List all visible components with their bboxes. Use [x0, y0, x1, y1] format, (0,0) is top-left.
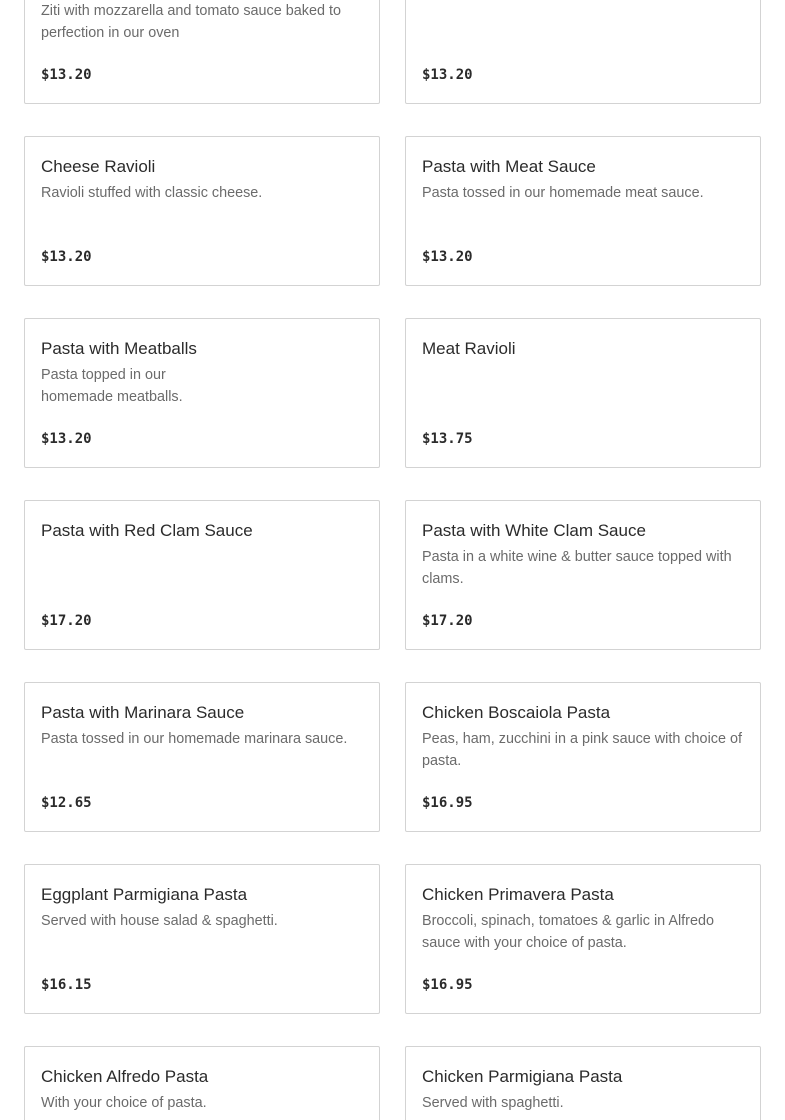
menu-item-card[interactable]: [405, 136, 761, 286]
menu-item-name: Pasta with Meatballs: [41, 339, 197, 358]
menu-item-name: Chicken Primavera Pasta: [422, 885, 614, 904]
menu-item-description: With your choice of pasta.: [41, 1095, 207, 1111]
menu-item-card[interactable]: [405, 500, 761, 650]
menu-item-price: $13.20: [41, 67, 92, 83]
menu-item-name: Chicken Alfredo Pasta: [41, 1067, 209, 1086]
menu-item-card[interactable]: [24, 318, 380, 468]
menu-item-card[interactable]: [24, 1046, 380, 1120]
menu-item-name: Cheese Ravioli: [41, 157, 156, 176]
menu-item-price: $13.75: [422, 431, 473, 447]
menu-item-card[interactable]: [24, 0, 380, 104]
menu-item-card[interactable]: [405, 682, 761, 832]
menu-item-card[interactable]: [24, 500, 380, 650]
menu-item-price: $13.20: [422, 249, 473, 265]
menu-item-description: Served with spaghetti.: [422, 1095, 564, 1111]
menu-item-name: Chicken Boscaiola Pasta: [422, 703, 611, 722]
menu-item-card[interactable]: [405, 1046, 761, 1120]
menu-item-price: $16.15: [41, 977, 92, 993]
menu-item-price: $17.20: [41, 613, 92, 629]
menu-item-price: $16.95: [422, 795, 473, 811]
menu-item-description: Pasta topped in our homemade meatballs.: [41, 367, 183, 405]
menu-item-description: Ziti with mozzarella and tomato sauce baked to perfection in our oven: [41, 3, 341, 41]
menu-item-card[interactable]: [24, 136, 380, 286]
menu-item-card[interactable]: [24, 682, 380, 832]
menu-item-name: Pasta with Meat Sauce: [422, 157, 596, 176]
menu-item-price: $12.65: [41, 795, 92, 811]
menu-item-description: Pasta tossed in our homemade meat sauce.: [422, 185, 704, 201]
menu-item-name: Chicken Parmigiana Pasta: [422, 1067, 623, 1086]
menu-item-price: $16.95: [422, 977, 473, 993]
menu-item-price: $13.20: [41, 249, 92, 265]
menu-item-name: Pasta with Red Clam Sauce: [41, 521, 253, 540]
menu-item-description: Pasta tossed in our homemade marinara sauce.: [41, 731, 348, 747]
menu-item-name: Eggplant Parmigiana Pasta: [41, 885, 248, 904]
menu-item-name: Meat Ravioli: [422, 339, 516, 358]
menu-item-description: Ravioli stuffed with classic cheese.: [41, 185, 263, 201]
menu-item-card[interactable]: [24, 864, 380, 1014]
menu-item-grid: [24, 0, 761, 1120]
menu-item-price: $13.20: [422, 67, 473, 83]
menu-item-description: Pasta in a white wine & butter sauce topped with clams.: [422, 549, 732, 587]
menu-item-price: $13.20: [41, 431, 92, 447]
menu-item-description: Broccoli, spinach, tomatoes & garlic in Alfredo sauce with your choice of pasta.: [422, 913, 714, 951]
menu-item-card[interactable]: [405, 864, 761, 1014]
menu-item-description: Peas, ham, zucchini in a pink sauce with choice of pasta.: [422, 731, 742, 769]
menu-item-description: Served with house salad & spaghetti.: [41, 913, 278, 929]
menu-item-name: Pasta with White Clam Sauce: [422, 521, 646, 540]
menu-item-card[interactable]: [405, 318, 761, 468]
menu-item-card[interactable]: [405, 0, 761, 104]
menu-item-name: Pasta with Marinara Sauce: [41, 703, 245, 722]
menu-item-price: $17.20: [422, 613, 473, 629]
